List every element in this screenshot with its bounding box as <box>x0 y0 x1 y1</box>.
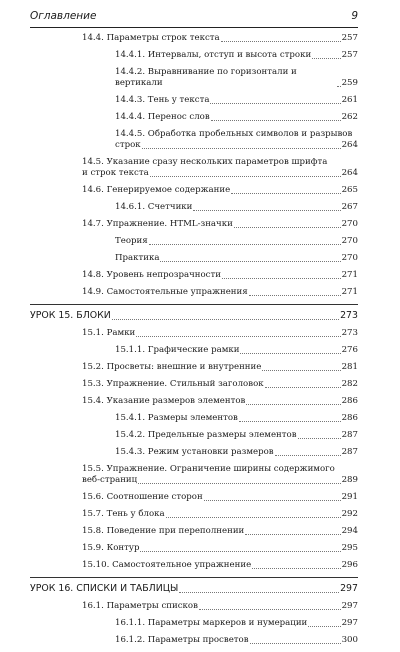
dot-leader <box>240 353 340 354</box>
dot-leader <box>337 86 341 87</box>
dot-leader <box>265 387 341 388</box>
toc-entry[interactable] <box>30 601 358 612</box>
toc-page-number: 270 <box>341 253 358 263</box>
toc-entry[interactable] <box>30 379 358 390</box>
page-header <box>30 10 358 26</box>
toc-entry[interactable] <box>30 50 358 61</box>
dot-leader <box>222 278 341 279</box>
toc-entry-title: 15.8. Поведение при переполнении <box>82 526 245 536</box>
dot-leader <box>150 176 341 177</box>
toc-entry-title: 14.9. Самостоятельные упражнения <box>82 287 248 297</box>
toc-page-number: 291 <box>341 492 358 502</box>
toc-page-number: 264 <box>341 168 358 178</box>
dot-leader <box>112 319 339 320</box>
toc-entry[interactable] <box>30 396 358 407</box>
dot-leader <box>136 336 340 337</box>
toc-page-number: 287 <box>341 430 358 440</box>
toc-page-number: 295 <box>341 543 358 553</box>
toc-entry[interactable] <box>30 345 358 356</box>
toc-page-number: 292 <box>341 509 358 519</box>
toc-lesson-heading[interactable] <box>30 583 358 595</box>
toc-entry[interactable] <box>30 618 358 629</box>
toc-entry-title: 15.5. Упражнение. Ограничение ширины содержимого <box>82 464 335 474</box>
toc-entry-title: 15.4. Указание размеров элементов <box>82 396 246 406</box>
toc-entry-title: 15.6. Соотношение сторон <box>82 492 203 502</box>
dot-leader <box>246 404 340 405</box>
toc-page-number: 259 <box>341 78 358 88</box>
toc-entry-title: Практика <box>115 253 160 263</box>
toc-entry[interactable] <box>30 287 358 298</box>
dot-leader <box>221 41 341 42</box>
dot-leader <box>262 370 340 371</box>
dot-leader <box>275 455 341 456</box>
dot-leader <box>199 609 341 610</box>
toc-entry-title: 15.4.2. Предельные размеры элементов <box>115 430 297 440</box>
toc-page-number: 294 <box>341 526 358 536</box>
toc-entry[interactable] <box>30 413 358 424</box>
toc-lesson-heading[interactable] <box>30 310 358 322</box>
toc-entry-title: 14.6. Генерируемое содержание <box>82 185 231 195</box>
toc-entry-title: 15.9. Контур <box>82 543 140 553</box>
header-rule <box>30 27 358 28</box>
table-of-contents <box>30 33 358 652</box>
toc-entry[interactable] <box>30 95 358 106</box>
toc-entry-title: 14.4.3. Тень у текста <box>115 95 210 105</box>
toc-entry[interactable] <box>30 270 358 281</box>
toc-entry-title: 14.6.1. Счетчики <box>115 202 193 212</box>
dot-leader <box>179 592 339 593</box>
dot-leader <box>160 261 340 262</box>
toc-page-number: 281 <box>341 362 358 372</box>
toc-entry-title: 16.1.1. Параметры маркеров и нумерации <box>115 618 308 628</box>
toc-entry[interactable] <box>30 560 358 571</box>
section-divider <box>30 304 358 305</box>
toc-entry[interactable] <box>30 509 358 520</box>
toc-page-number: 271 <box>341 287 358 297</box>
toc-entry-title-continuation: строк <box>115 140 141 150</box>
running-title: Оглавление <box>30 10 97 22</box>
dot-leader <box>245 534 340 535</box>
toc-entry[interactable] <box>30 328 358 339</box>
toc-page-number: 262 <box>341 112 358 122</box>
toc-page-number: 270 <box>341 219 358 229</box>
dot-leader <box>312 58 340 59</box>
toc-page-number: 282 <box>341 379 358 389</box>
lesson-title: УРОК 15. БЛОКИ <box>30 310 111 321</box>
toc-entry-title: 14.5. Указание сразу нескольких параметров шрифта <box>82 157 328 167</box>
toc-entry[interactable] <box>30 635 358 646</box>
toc-entry[interactable] <box>30 112 358 123</box>
toc-entry-title: 16.1.2. Параметры просветов <box>115 635 249 645</box>
lesson-title: УРОК 16. СПИСКИ И ТАБЛИЦЫ <box>30 583 179 594</box>
dot-leader <box>204 500 341 501</box>
toc-page-number: 264 <box>341 140 358 150</box>
toc-page-number: 271 <box>341 270 358 280</box>
toc-entry-title: 14.8. Уровень непрозрачности <box>82 270 221 280</box>
dot-leader <box>138 483 340 484</box>
toc-entry-title-continuation: веб-страниц <box>82 475 138 485</box>
toc-entry[interactable] <box>30 157 358 179</box>
dot-leader <box>252 568 340 569</box>
dot-leader <box>210 103 340 104</box>
dot-leader <box>211 120 341 121</box>
page-number: 9 <box>351 10 358 22</box>
toc-page-number: 297 <box>341 601 358 611</box>
toc-entry-title-continuation: и строк текста <box>82 168 149 178</box>
dot-leader <box>231 193 340 194</box>
toc-page-number: 297 <box>341 618 358 628</box>
toc-entry-title: 15.7. Тень у блока <box>82 509 165 519</box>
toc-entry-title: 15.2. Просветы: внешние и внутренние <box>82 362 262 372</box>
toc-page-number: 261 <box>341 95 358 105</box>
toc-entry-title: 14.4.2. Выравнивание по горизонтали и вертикали <box>115 67 300 88</box>
toc-page-number: 286 <box>341 396 358 406</box>
toc-entry[interactable] <box>30 129 358 151</box>
toc-entry[interactable] <box>30 464 358 486</box>
dot-leader <box>193 210 340 211</box>
toc-page-number: 300 <box>341 635 358 645</box>
toc-entry[interactable] <box>30 253 358 264</box>
toc-entry[interactable] <box>30 33 358 44</box>
toc-entry-title: 16.1. Параметры списков <box>82 601 198 611</box>
toc-entry[interactable] <box>30 219 358 230</box>
toc-page-number: 273 <box>340 310 358 321</box>
dot-leader <box>140 551 340 552</box>
toc-page-number: 265 <box>341 185 358 195</box>
dot-leader <box>234 227 341 228</box>
toc-entry-title: 14.4. Параметры строк текста <box>82 33 220 43</box>
dot-leader <box>149 244 341 245</box>
toc-page-number: 297 <box>340 583 358 594</box>
toc-entry-title: 14.4.5. Обработка пробельных символов и разрывов <box>115 129 353 139</box>
toc-page-number: 273 <box>341 328 358 338</box>
dot-leader <box>249 295 341 296</box>
toc-page-number: 296 <box>341 560 358 570</box>
dot-leader <box>308 626 340 627</box>
toc-page-number: 276 <box>341 345 358 355</box>
toc-entry[interactable] <box>30 362 358 373</box>
toc-page-number: 289 <box>341 475 358 485</box>
toc-entry-title: 15.10. Самостоятельное упражнение <box>82 560 252 570</box>
toc-entry-title: 15.3. Упражнение. Стильный заголовок <box>82 379 264 389</box>
toc-page-number: 287 <box>341 447 358 457</box>
toc-entry[interactable] <box>30 526 358 537</box>
dot-leader <box>298 438 341 439</box>
dot-leader <box>142 148 341 149</box>
toc-page-number: 267 <box>341 202 358 212</box>
toc-page-number: 270 <box>341 236 358 246</box>
toc-entry-title: 15.1.1. Графические рамки <box>115 345 240 355</box>
toc-entry-title: 14.4.1. Интервалы, отступ и высота строки <box>115 50 312 60</box>
toc-entry-title: 15.4.1. Размеры элементов <box>115 413 238 423</box>
toc-entry[interactable] <box>30 543 358 554</box>
toc-entry[interactable] <box>30 447 358 458</box>
toc-entry-title: Теория <box>115 236 148 246</box>
toc-entry-title: 14.4.4. Перенос слов <box>115 112 210 122</box>
toc-entry[interactable] <box>30 67 358 89</box>
toc-page-number: 257 <box>341 50 358 60</box>
toc-page-number: 257 <box>341 33 358 43</box>
dot-leader <box>166 517 341 518</box>
toc-entry[interactable] <box>30 430 358 441</box>
toc-entry-title: 15.4.3. Режим установки размеров <box>115 447 274 457</box>
section-divider <box>30 577 358 578</box>
toc-entry[interactable] <box>30 492 358 503</box>
dot-leader <box>239 421 341 422</box>
toc-entry-title: 14.7. Упражнение. HTML-значки <box>82 219 233 229</box>
toc-entry-title: 15.1. Рамки <box>82 328 136 338</box>
dot-leader <box>250 643 341 644</box>
toc-entry[interactable] <box>30 202 358 213</box>
toc-entry[interactable] <box>30 185 358 196</box>
toc-entry[interactable] <box>30 236 358 247</box>
toc-page-number: 286 <box>341 413 358 423</box>
